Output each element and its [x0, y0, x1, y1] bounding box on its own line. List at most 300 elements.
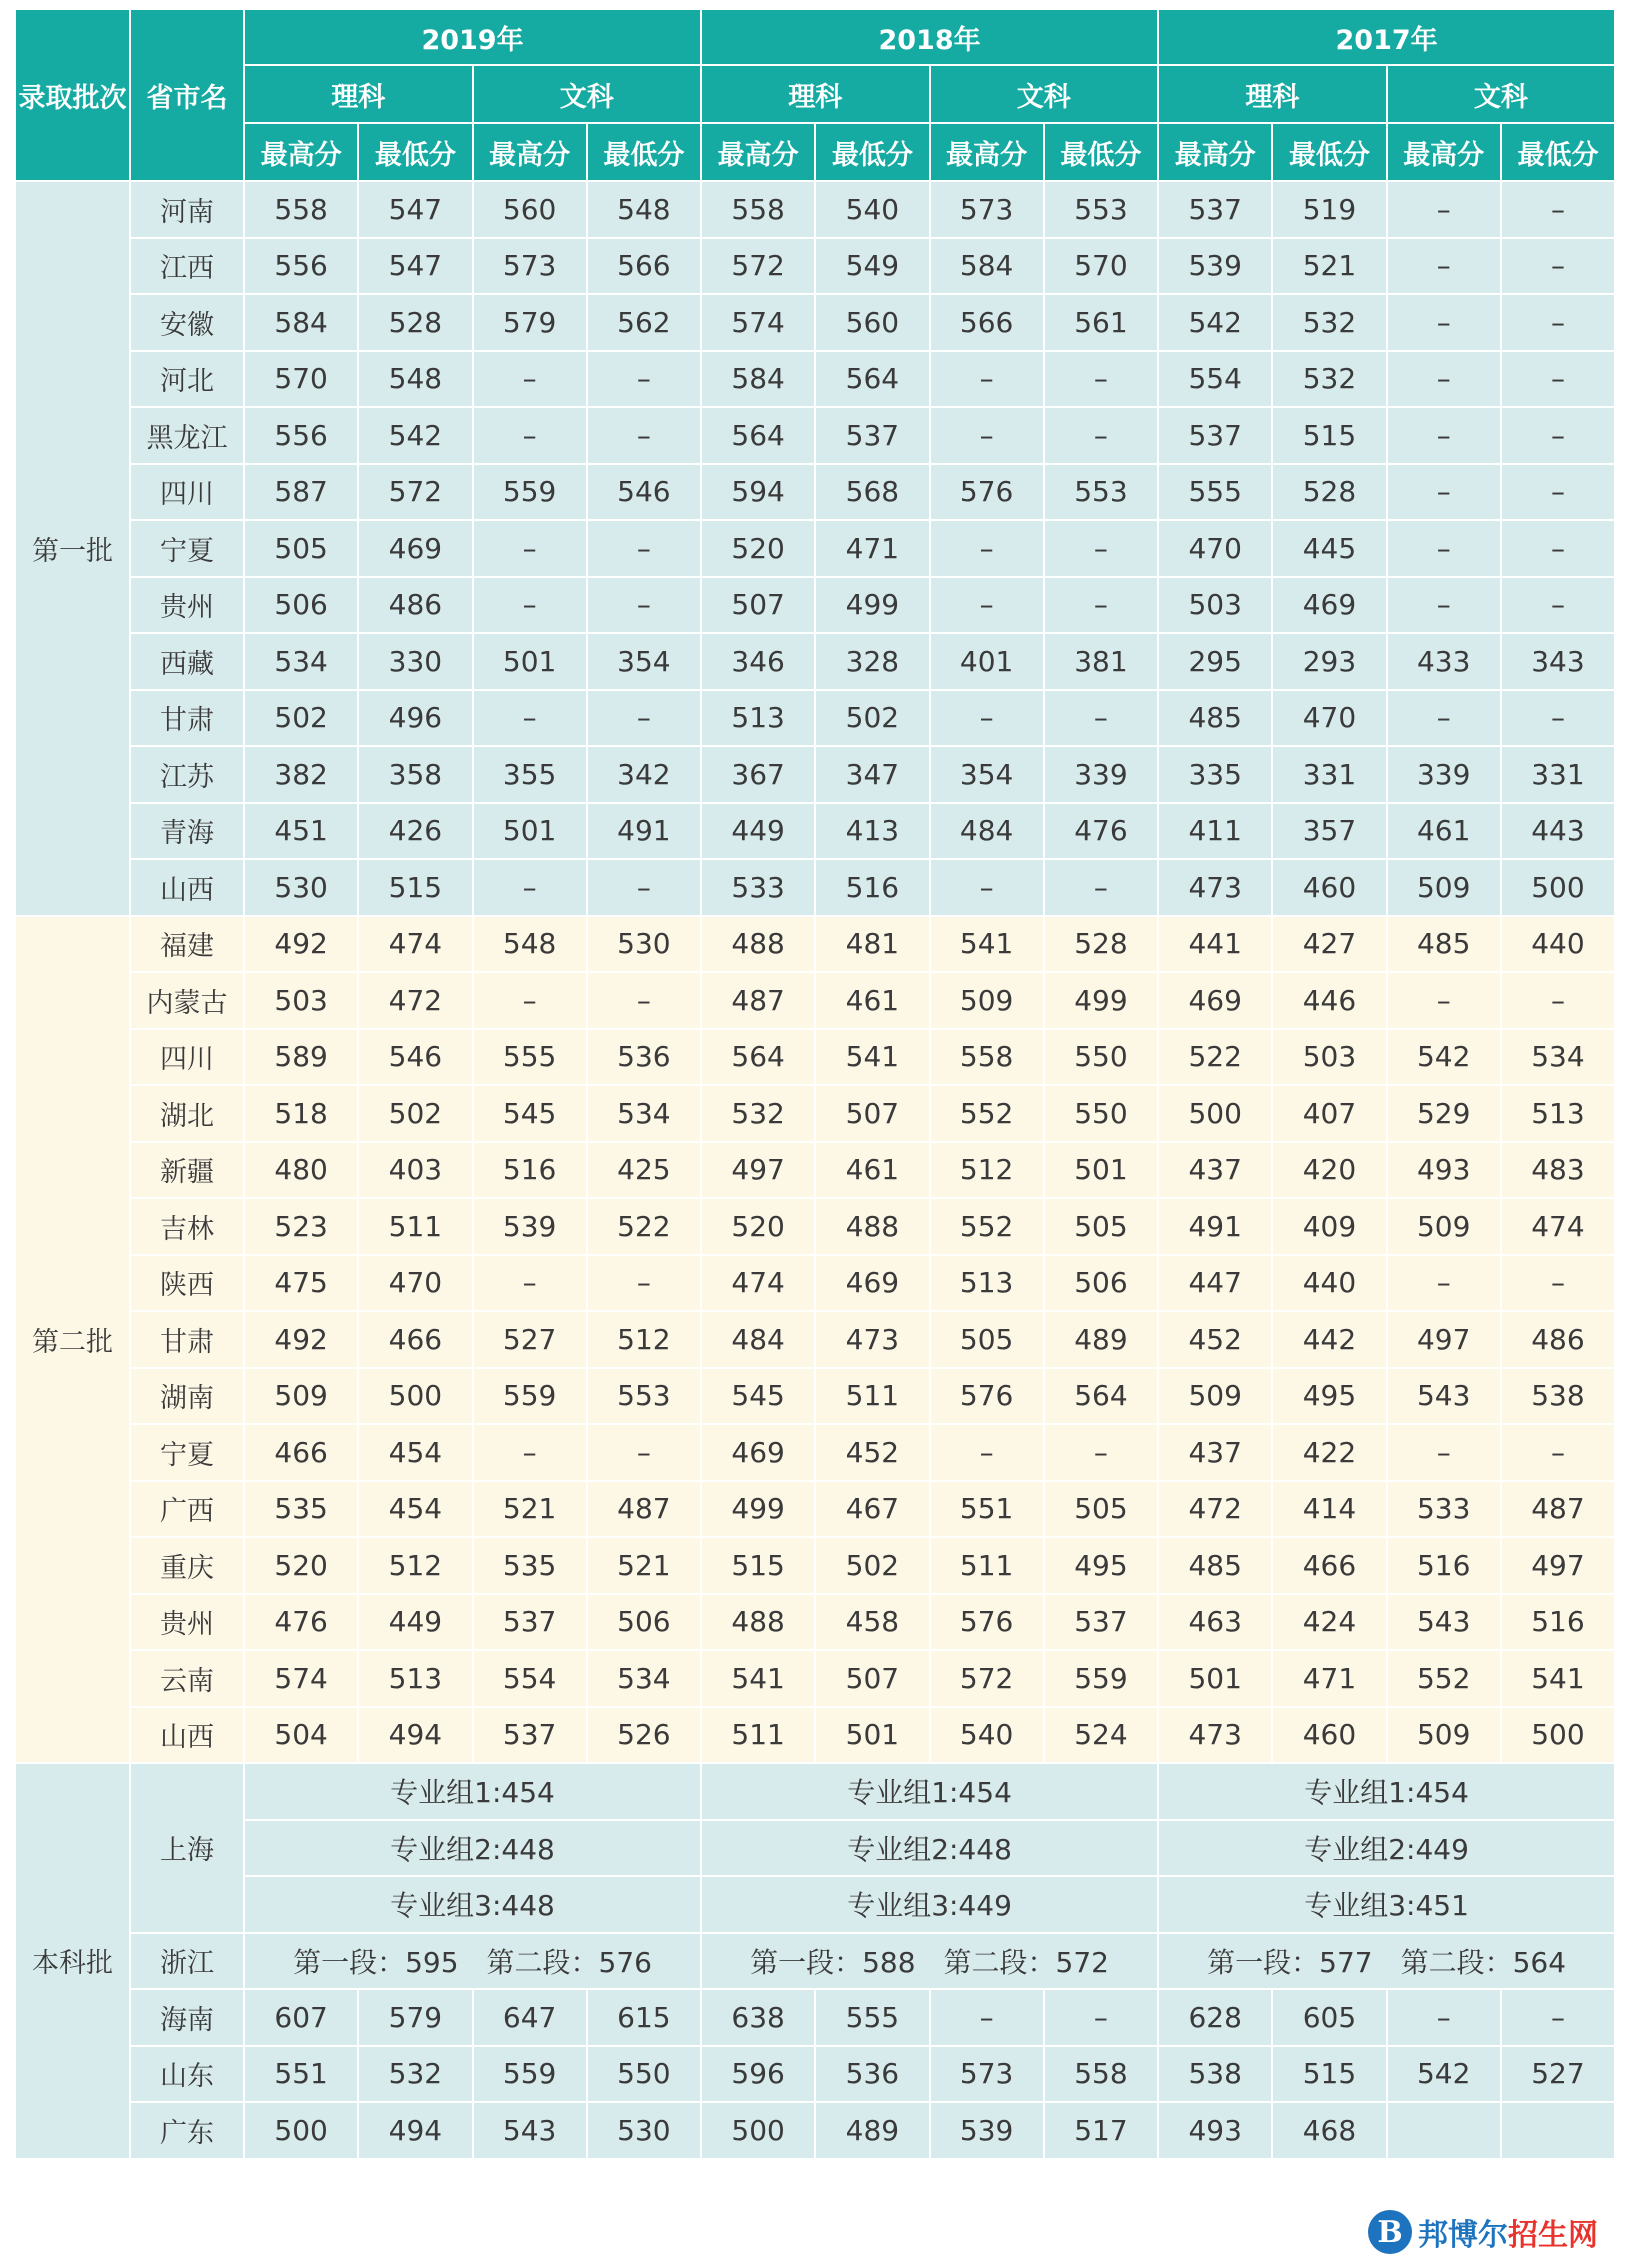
score-min-cell: 420	[1272, 1142, 1386, 1199]
score-min-cell: 521	[587, 1537, 701, 1594]
score-min-cell: –	[1501, 464, 1615, 521]
score-max-cell: 541	[930, 916, 1044, 973]
score-max-cell: –	[1387, 690, 1501, 747]
score-min-cell: 497	[1501, 1537, 1615, 1594]
score-max-cell: 509	[244, 1368, 358, 1425]
score-max-cell: 485	[1158, 1537, 1272, 1594]
score-min-cell: 530	[587, 916, 701, 973]
table-row	[15, 1650, 1615, 1707]
score-max-cell: –	[930, 1424, 1044, 1481]
score-max-cell: 537	[473, 1707, 587, 1764]
province-name: 海南	[130, 1989, 244, 2046]
score-min-cell: –	[1044, 577, 1158, 634]
score-min-cell: 491	[587, 803, 701, 860]
score-min-cell: 440	[1501, 916, 1615, 973]
score-min-cell: 512	[587, 1311, 701, 1368]
table-row	[15, 2102, 1615, 2159]
score-max-cell: 574	[701, 294, 815, 351]
score-min-cell: 572	[358, 464, 472, 521]
score-max-cell: 335	[1158, 746, 1272, 803]
year-header-2017: 2017年	[1158, 9, 1615, 65]
score-min-cell: 458	[815, 1594, 929, 1651]
score-max-cell: 509	[1387, 859, 1501, 916]
score-max-cell: –	[1387, 407, 1501, 464]
table-row	[15, 181, 1615, 238]
score-min-cell: 427	[1272, 916, 1386, 973]
province-name: 甘肃	[130, 1311, 244, 1368]
score-min-cell: 486	[358, 577, 472, 634]
province-name: 宁夏	[130, 520, 244, 577]
score-min-cell: –	[587, 407, 701, 464]
score-max-cell: 570	[244, 351, 358, 408]
score-max-cell: 476	[244, 1594, 358, 1651]
score-min-cell: 547	[358, 238, 472, 295]
score-max-cell: 576	[930, 1594, 1044, 1651]
score-min-cell: 548	[358, 351, 472, 408]
score-max-cell: 497	[1387, 1311, 1501, 1368]
table-row	[15, 1255, 1615, 1312]
score-min-cell: –	[1501, 1989, 1615, 2046]
score-min-cell: 476	[1044, 803, 1158, 860]
shanghai-group-score: 专业组3:449	[701, 1876, 1158, 1933]
score-min-cell: 460	[1272, 1707, 1386, 1764]
score-min-cell: 532	[1272, 294, 1386, 351]
score-max-cell: 539	[930, 2102, 1044, 2159]
score-max-cell: –	[930, 690, 1044, 747]
score-max-cell: 513	[701, 690, 815, 747]
score-max-cell: 552	[1387, 1650, 1501, 1707]
score-min-cell: 474	[1501, 1198, 1615, 1255]
score-min-cell: 513	[358, 1650, 472, 1707]
score-max-cell: 558	[701, 181, 815, 238]
score-min-cell: 331	[1272, 746, 1386, 803]
shanghai-group-score: 专业组2:449	[1158, 1820, 1615, 1877]
zhejiang-segment-score: 第一段：577 第二段：564	[1158, 1933, 1615, 1990]
score-min-cell: 461	[815, 1142, 929, 1199]
province-name: 贵州	[130, 577, 244, 634]
score-max-cell: 572	[930, 1650, 1044, 1707]
score-max-cell: 638	[701, 1989, 815, 2046]
score-min-cell: 506	[1044, 1255, 1158, 1312]
score-max-cell: 500	[1158, 1085, 1272, 1142]
score-max-cell: 511	[701, 1707, 815, 1764]
score-max-cell: 500	[244, 2102, 358, 2159]
province-name: 四川	[130, 1029, 244, 1086]
score-min-cell: 474	[358, 916, 472, 973]
score-min-cell: 521	[1272, 238, 1386, 295]
score-min-cell: 579	[358, 1989, 472, 2046]
subject-header-arts: 文科	[473, 65, 702, 123]
score-max-cell: 487	[701, 972, 815, 1029]
score-min-cell: 472	[358, 972, 472, 1029]
score-min-cell: 496	[358, 690, 472, 747]
score-min-cell: 473	[815, 1311, 929, 1368]
score-max-cell: –	[473, 972, 587, 1029]
score-max-cell: 518	[244, 1085, 358, 1142]
score-min-cell: 460	[1272, 859, 1386, 916]
score-min-cell: 532	[1272, 351, 1386, 408]
province-name: 山东	[130, 2046, 244, 2103]
score-min-cell: 443	[1501, 803, 1615, 860]
shanghai-row-3	[15, 1876, 1615, 1933]
score-max-cell: 558	[244, 181, 358, 238]
score-min-cell: 500	[1501, 1707, 1615, 1764]
province-name: 江苏	[130, 746, 244, 803]
subject-header-arts: 文科	[930, 65, 1159, 123]
shanghai-group-score: 专业组1:454	[1158, 1763, 1615, 1820]
table-row	[15, 803, 1615, 860]
table-row	[15, 1198, 1615, 1255]
score-min-cell: 469	[815, 1255, 929, 1312]
score-max-cell: –	[930, 520, 1044, 577]
score-min-cell: 515	[1272, 2046, 1386, 2103]
score-min-cell: 513	[1501, 1085, 1615, 1142]
table-row	[15, 464, 1615, 521]
score-max-cell: 507	[701, 577, 815, 634]
score-min-cell: 517	[1044, 2102, 1158, 2159]
score-max-cell: 537	[1158, 181, 1272, 238]
province-name: 安徽	[130, 294, 244, 351]
score-max-cell: –	[1387, 238, 1501, 295]
zhejiang-row	[15, 1933, 1615, 1990]
province-name: 广西	[130, 1481, 244, 1538]
score-max-cell: 520	[244, 1537, 358, 1594]
score-max-cell: –	[1387, 294, 1501, 351]
score-max-cell: 576	[930, 464, 1044, 521]
score-min-cell: 530	[587, 2102, 701, 2159]
province-name: 陕西	[130, 1255, 244, 1312]
score-max-cell: 367	[701, 746, 815, 803]
score-min-cell: 542	[358, 407, 472, 464]
score-max-cell: 509	[1387, 1707, 1501, 1764]
score-min-cell: 536	[587, 1029, 701, 1086]
score-max-cell: 538	[1158, 2046, 1272, 2103]
score-min-cell: –	[1501, 690, 1615, 747]
score-max-cell	[1387, 2102, 1501, 2159]
score-max-cell: –	[473, 690, 587, 747]
score-max-cell: –	[473, 1424, 587, 1481]
score-min-cell: 528	[1272, 464, 1386, 521]
score-min-cell: 522	[587, 1198, 701, 1255]
score-min-cell: 553	[1044, 464, 1158, 521]
score-max-cell: –	[930, 577, 1044, 634]
score-min-cell: –	[1044, 351, 1158, 408]
score-min-cell: 487	[587, 1481, 701, 1538]
score-max-cell: 576	[930, 1368, 1044, 1425]
score-min-cell: 486	[1501, 1311, 1615, 1368]
score-max-cell: –	[930, 351, 1044, 408]
score-max-cell: 475	[244, 1255, 358, 1312]
score-max-cell: 559	[473, 2046, 587, 2103]
score-min-cell: 550	[1044, 1029, 1158, 1086]
score-max-cell: –	[1387, 1424, 1501, 1481]
province-name: 广东	[130, 2102, 244, 2159]
score-min-cell: 407	[1272, 1085, 1386, 1142]
score-max-cell: 534	[244, 633, 358, 690]
province-name: 江西	[130, 238, 244, 295]
score-min-cell: 507	[815, 1650, 929, 1707]
score-min-cell: –	[1501, 520, 1615, 577]
score-max-header: 最高分	[1387, 123, 1501, 181]
province-name: 河北	[130, 351, 244, 408]
score-max-cell: 552	[930, 1198, 1044, 1255]
score-min-cell: 540	[815, 181, 929, 238]
score-max-cell: 516	[1387, 1537, 1501, 1594]
score-max-cell: 522	[1158, 1029, 1272, 1086]
score-min-cell: 403	[358, 1142, 472, 1199]
score-max-cell: 485	[1158, 690, 1272, 747]
table-row	[15, 972, 1615, 1029]
score-max-cell: 537	[1158, 407, 1272, 464]
score-min-cell: 331	[1501, 746, 1615, 803]
score-max-cell: 584	[244, 294, 358, 351]
score-max-cell: 382	[244, 746, 358, 803]
score-max-cell: 437	[1158, 1142, 1272, 1199]
province-name: 内蒙古	[130, 972, 244, 1029]
table-row	[15, 2046, 1615, 2103]
score-min-cell: 425	[587, 1142, 701, 1199]
table-row	[15, 1029, 1615, 1086]
score-max-cell: 545	[473, 1085, 587, 1142]
score-min-cell: 538	[1501, 1368, 1615, 1425]
score-min-cell: 330	[358, 633, 472, 690]
score-min-cell: –	[1501, 407, 1615, 464]
province-name: 黑龙江	[130, 407, 244, 464]
score-min-cell: 442	[1272, 1311, 1386, 1368]
score-max-cell: 560	[473, 181, 587, 238]
score-max-cell: 647	[473, 1989, 587, 2046]
score-max-cell: 532	[701, 1085, 815, 1142]
score-max-cell: 535	[244, 1481, 358, 1538]
score-min-cell: 445	[1272, 520, 1386, 577]
score-max-cell: 354	[930, 746, 1044, 803]
province-name: 湖北	[130, 1085, 244, 1142]
subject-header-science: 理科	[1158, 65, 1387, 123]
score-max-cell: 584	[930, 238, 1044, 295]
score-max-cell: 473	[1158, 859, 1272, 916]
score-min-header: 最低分	[587, 123, 701, 181]
score-max-cell: 594	[701, 464, 815, 521]
score-min-cell: 553	[587, 1368, 701, 1425]
province-name: 河南	[130, 181, 244, 238]
score-min-cell: 605	[1272, 1989, 1386, 2046]
score-min-cell: 422	[1272, 1424, 1386, 1481]
score-max-cell: 502	[244, 690, 358, 747]
score-min-cell: –	[1501, 238, 1615, 295]
score-max-cell: 441	[1158, 916, 1272, 973]
score-max-cell: 451	[244, 803, 358, 860]
score-max-cell: 484	[701, 1311, 815, 1368]
score-max-cell: 488	[701, 1594, 815, 1651]
score-max-cell: –	[473, 577, 587, 634]
score-min-cell: 449	[358, 1594, 472, 1651]
score-max-cell: 535	[473, 1537, 587, 1594]
score-max-cell: 504	[244, 1707, 358, 1764]
score-min-cell: 494	[358, 2102, 472, 2159]
score-min-cell: 470	[358, 1255, 472, 1312]
score-max-cell: 469	[701, 1424, 815, 1481]
score-min-cell: 440	[1272, 1255, 1386, 1312]
site-watermark-text	[1418, 2210, 1598, 2254]
score-min-cell: –	[1501, 1255, 1615, 1312]
score-max-cell: 501	[473, 633, 587, 690]
table-row	[15, 351, 1615, 408]
province-name: 青海	[130, 803, 244, 860]
score-min-cell: 339	[1044, 746, 1158, 803]
batch-label: 第一批	[15, 181, 130, 916]
year-header-2018: 2018年	[701, 9, 1158, 65]
score-max-cell: 472	[1158, 1481, 1272, 1538]
score-max-cell: 484	[930, 803, 1044, 860]
score-max-cell: 509	[1158, 1368, 1272, 1425]
score-min-cell: –	[1501, 181, 1615, 238]
score-max-cell: 574	[244, 1650, 358, 1707]
score-max-cell: 509	[1387, 1198, 1501, 1255]
score-min-cell: 357	[1272, 803, 1386, 860]
score-max-cell: 556	[244, 238, 358, 295]
score-max-cell: –	[1387, 577, 1501, 634]
score-max-cell: 556	[244, 407, 358, 464]
year-header-2019: 2019年	[244, 9, 701, 65]
score-max-cell: 596	[701, 2046, 815, 2103]
score-max-cell: 543	[1387, 1368, 1501, 1425]
score-min-cell: 424	[1272, 1594, 1386, 1651]
table-row	[15, 1989, 1615, 2046]
score-max-cell: –	[473, 351, 587, 408]
score-max-cell: 543	[1387, 1594, 1501, 1651]
score-max-cell: 497	[701, 1142, 815, 1199]
score-min-cell: 358	[358, 746, 472, 803]
province-name: 山西	[130, 1707, 244, 1764]
subject-header-science: 理科	[701, 65, 930, 123]
table-row	[15, 407, 1615, 464]
score-min-cell: 515	[358, 859, 472, 916]
score-max-cell: 355	[473, 746, 587, 803]
score-min-cell: –	[587, 690, 701, 747]
score-max-cell: 437	[1158, 1424, 1272, 1481]
score-max-cell: 539	[473, 1198, 587, 1255]
score-min-cell: 524	[1044, 1707, 1158, 1764]
score-min-cell: 489	[815, 2102, 929, 2159]
score-min-cell: –	[1044, 1989, 1158, 2046]
header-row-score-types	[15, 123, 1615, 181]
site-watermark-main: 邦博尔	[1418, 2218, 1508, 2253]
table-row	[15, 520, 1615, 577]
score-max-cell: 469	[1158, 972, 1272, 1029]
score-min-header: 最低分	[815, 123, 929, 181]
score-min-cell: 503	[1272, 1029, 1386, 1086]
score-min-cell: 483	[1501, 1142, 1615, 1199]
table-row	[15, 916, 1615, 973]
table-row	[15, 1085, 1615, 1142]
table-row	[15, 1594, 1615, 1651]
score-max-header: 最高分	[930, 123, 1044, 181]
score-max-header: 最高分	[1158, 123, 1272, 181]
score-max-cell: 558	[930, 1029, 1044, 1086]
score-min-cell: 505	[1044, 1198, 1158, 1255]
score-min-cell: –	[587, 1255, 701, 1312]
score-max-cell: 552	[930, 1085, 1044, 1142]
score-min-cell: 414	[1272, 1481, 1386, 1538]
shanghai-group-score: 专业组2:448	[701, 1820, 1158, 1877]
score-max-header: 最高分	[244, 123, 358, 181]
score-max-cell: –	[1387, 464, 1501, 521]
score-max-cell: 542	[1387, 1029, 1501, 1086]
score-max-cell: 411	[1158, 803, 1272, 860]
score-max-cell: 493	[1158, 2102, 1272, 2159]
score-min-cell: –	[1044, 520, 1158, 577]
score-max-cell: 533	[701, 859, 815, 916]
score-max-cell: 542	[1387, 2046, 1501, 2103]
subject-header-science: 理科	[244, 65, 473, 123]
province-name: 云南	[130, 1650, 244, 1707]
score-min-cell: 354	[587, 633, 701, 690]
score-max-cell: 500	[701, 2102, 815, 2159]
province-name: 吉林	[130, 1198, 244, 1255]
batch-column-header: 录取批次	[15, 9, 130, 181]
score-min-cell: 481	[815, 916, 929, 973]
score-max-cell: 543	[473, 2102, 587, 2159]
score-min-cell: 534	[587, 1650, 701, 1707]
table-row	[15, 294, 1615, 351]
score-max-cell: –	[1387, 1255, 1501, 1312]
province-name: 福建	[130, 916, 244, 973]
score-max-cell: –	[1387, 520, 1501, 577]
score-max-cell: 339	[1387, 746, 1501, 803]
score-min-cell: 426	[358, 803, 472, 860]
province-name: 浙江	[130, 1933, 244, 1990]
score-min-cell: 526	[587, 1707, 701, 1764]
score-min-cell: 502	[815, 1537, 929, 1594]
score-min-header: 最低分	[358, 123, 472, 181]
table-row	[15, 1142, 1615, 1199]
score-min-cell: 500	[358, 1368, 472, 1425]
score-max-cell: –	[1387, 351, 1501, 408]
score-max-cell: 516	[473, 1142, 587, 1199]
score-min-cell: 466	[358, 1311, 472, 1368]
score-max-cell: 555	[1158, 464, 1272, 521]
score-max-cell: 548	[473, 916, 587, 973]
score-min-cell: 446	[1272, 972, 1386, 1029]
score-min-cell: 495	[1272, 1368, 1386, 1425]
score-max-cell: 573	[473, 238, 587, 295]
score-min-cell: 454	[358, 1481, 472, 1538]
score-min-cell: 501	[1044, 1142, 1158, 1199]
score-min-cell: 487	[1501, 1481, 1615, 1538]
shanghai-group-score: 专业组1:454	[701, 1763, 1158, 1820]
score-min-header: 最低分	[1044, 123, 1158, 181]
score-max-cell: –	[1387, 1989, 1501, 2046]
score-max-header: 最高分	[473, 123, 587, 181]
score-max-cell: 584	[701, 351, 815, 408]
score-min-cell: 550	[587, 2046, 701, 2103]
score-max-cell: 551	[930, 1481, 1044, 1538]
score-max-cell: 505	[930, 1311, 1044, 1368]
score-max-cell: 506	[244, 577, 358, 634]
score-min-cell: 515	[1272, 407, 1386, 464]
score-max-cell: 449	[701, 803, 815, 860]
score-min-cell: 528	[358, 294, 472, 351]
score-max-cell: 533	[1387, 1481, 1501, 1538]
score-min-cell: 560	[815, 294, 929, 351]
score-min-cell: 502	[815, 690, 929, 747]
score-max-cell: 527	[473, 1311, 587, 1368]
batch-label: 第二批	[15, 916, 130, 1764]
province-name: 湖南	[130, 1368, 244, 1425]
score-min-cell: 381	[1044, 633, 1158, 690]
score-max-cell: 589	[244, 1029, 358, 1086]
score-max-cell: –	[1387, 972, 1501, 1029]
